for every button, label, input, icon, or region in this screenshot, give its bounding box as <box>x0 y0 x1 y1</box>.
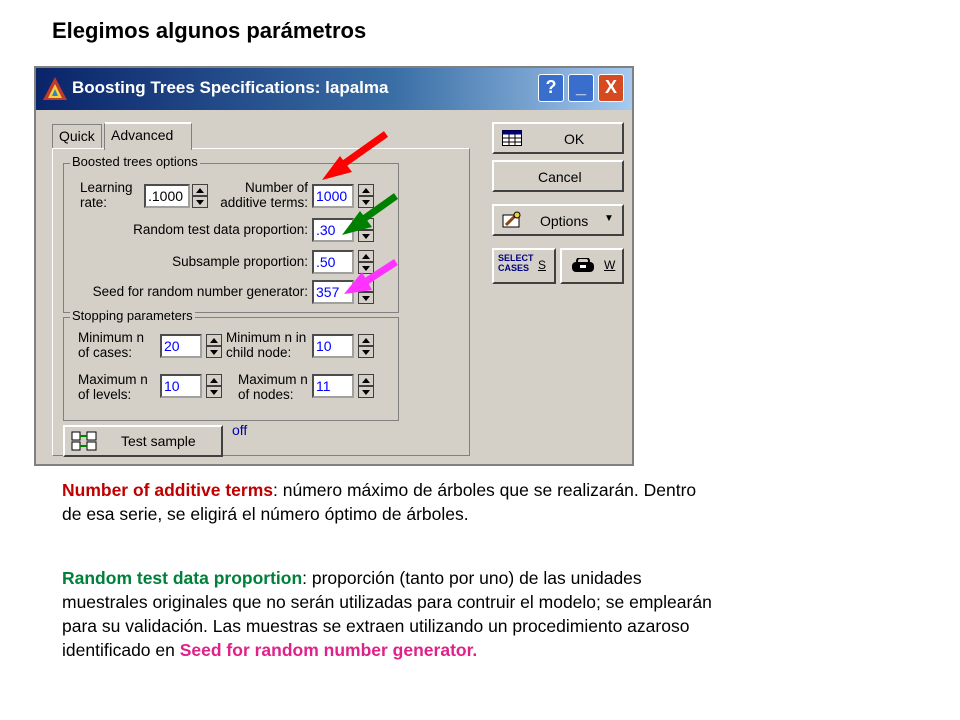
seed-label: Seed for random number generator: <box>92 284 308 299</box>
ok-label: OK <box>564 131 585 147</box>
ok-button[interactable] <box>492 122 624 154</box>
table-icon <box>502 130 522 146</box>
options-label: Options <box>540 213 589 229</box>
additive-terms-label: Number of additive terms: <box>220 180 308 210</box>
random-test-spinner[interactable] <box>358 218 374 242</box>
learning-rate-label: Learning rate: <box>80 180 133 210</box>
weight-button[interactable] <box>560 248 624 284</box>
boosting-trees-dialog <box>34 66 634 466</box>
select-cases-key: S <box>538 258 547 272</box>
min-child-label: Minimum n in child node: <box>226 330 307 360</box>
close-button[interactable]: X <box>598 74 624 102</box>
test-sample-label: Test sample <box>121 433 196 449</box>
dialog-title: Boosting Trees Specifications: lapalma <box>72 78 389 97</box>
weight-icon <box>570 258 596 274</box>
min-cases-field[interactable]: 20 <box>160 334 202 358</box>
max-levels-label: Maximum n of levels: <box>78 372 148 402</box>
min-cases-label: Minimum n of cases: <box>78 330 145 360</box>
max-levels-spinner[interactable] <box>206 374 222 398</box>
max-nodes-spinner[interactable] <box>358 374 374 398</box>
note-additive-terms: Number of additive terms: número máximo de árboles que se realizarán. Dentro de esa serie, se eligirá el número óptimo de árboles. <box>62 480 697 524</box>
boosted-trees-options-group <box>63 154 399 313</box>
learning-rate-spinner[interactable] <box>192 184 208 208</box>
chevron-down-icon: ▼ <box>604 213 614 224</box>
random-test-field[interactable]: .30 <box>312 218 354 242</box>
options-button[interactable] <box>492 204 624 236</box>
test-sample-status: off <box>232 422 248 438</box>
cancel-button[interactable] <box>492 160 624 192</box>
min-cases-spinner[interactable] <box>206 334 222 358</box>
tab-quick[interactable]: Quick <box>52 124 102 148</box>
options-icon <box>502 211 522 229</box>
select-cases-button[interactable] <box>492 248 556 284</box>
stopping-parameters-group <box>63 308 399 421</box>
note-random-test: Random test data proportion: proporción (tanto por uno) de las unidades muestrales originales que no serán utilizadas para contruir el modelo; se emplearán para su validación. Las muestras se extraen utilizando un procedimiento azaroso identificado en Seed for random number generator. <box>62 568 712 660</box>
random-test-label: Random test data proportion: <box>133 222 308 237</box>
max-nodes-label: Maximum n of nodes: <box>238 372 308 402</box>
statistica-icon <box>42 76 68 102</box>
help-button[interactable]: ? <box>538 74 564 102</box>
weight-key: W <box>604 258 616 272</box>
learning-rate-field[interactable]: .1000 <box>144 184 190 208</box>
seed-spinner[interactable] <box>358 280 374 304</box>
max-nodes-field[interactable]: 11 <box>312 374 354 398</box>
advanced-tab-panel <box>52 148 470 456</box>
minimize-button[interactable]: _ <box>568 74 594 102</box>
dialog-titlebar[interactable] <box>36 68 632 110</box>
test-sample-icon <box>71 431 97 451</box>
seed-field[interactable]: 357 <box>312 280 354 304</box>
subsample-field[interactable]: .50 <box>312 250 354 274</box>
test-sample-button[interactable] <box>63 425 223 457</box>
subsample-spinner[interactable] <box>358 250 374 274</box>
min-child-field[interactable]: 10 <box>312 334 354 358</box>
group-legend: Stopping parameters <box>72 308 193 323</box>
tab-advanced[interactable]: Advanced <box>104 122 192 150</box>
min-child-spinner[interactable] <box>358 334 374 358</box>
additive-terms-spinner[interactable] <box>358 184 374 208</box>
select-cases-icon: SELECT CASES <box>498 253 534 273</box>
group-legend: Boosted trees options <box>72 154 198 169</box>
cancel-label: Cancel <box>538 169 582 185</box>
slide-title: Elegimos algunos parámetros <box>52 18 367 43</box>
subsample-label: Subsample proportion: <box>172 254 308 269</box>
max-levels-field[interactable]: 10 <box>160 374 202 398</box>
additive-terms-field[interactable]: 1000 <box>312 184 354 208</box>
